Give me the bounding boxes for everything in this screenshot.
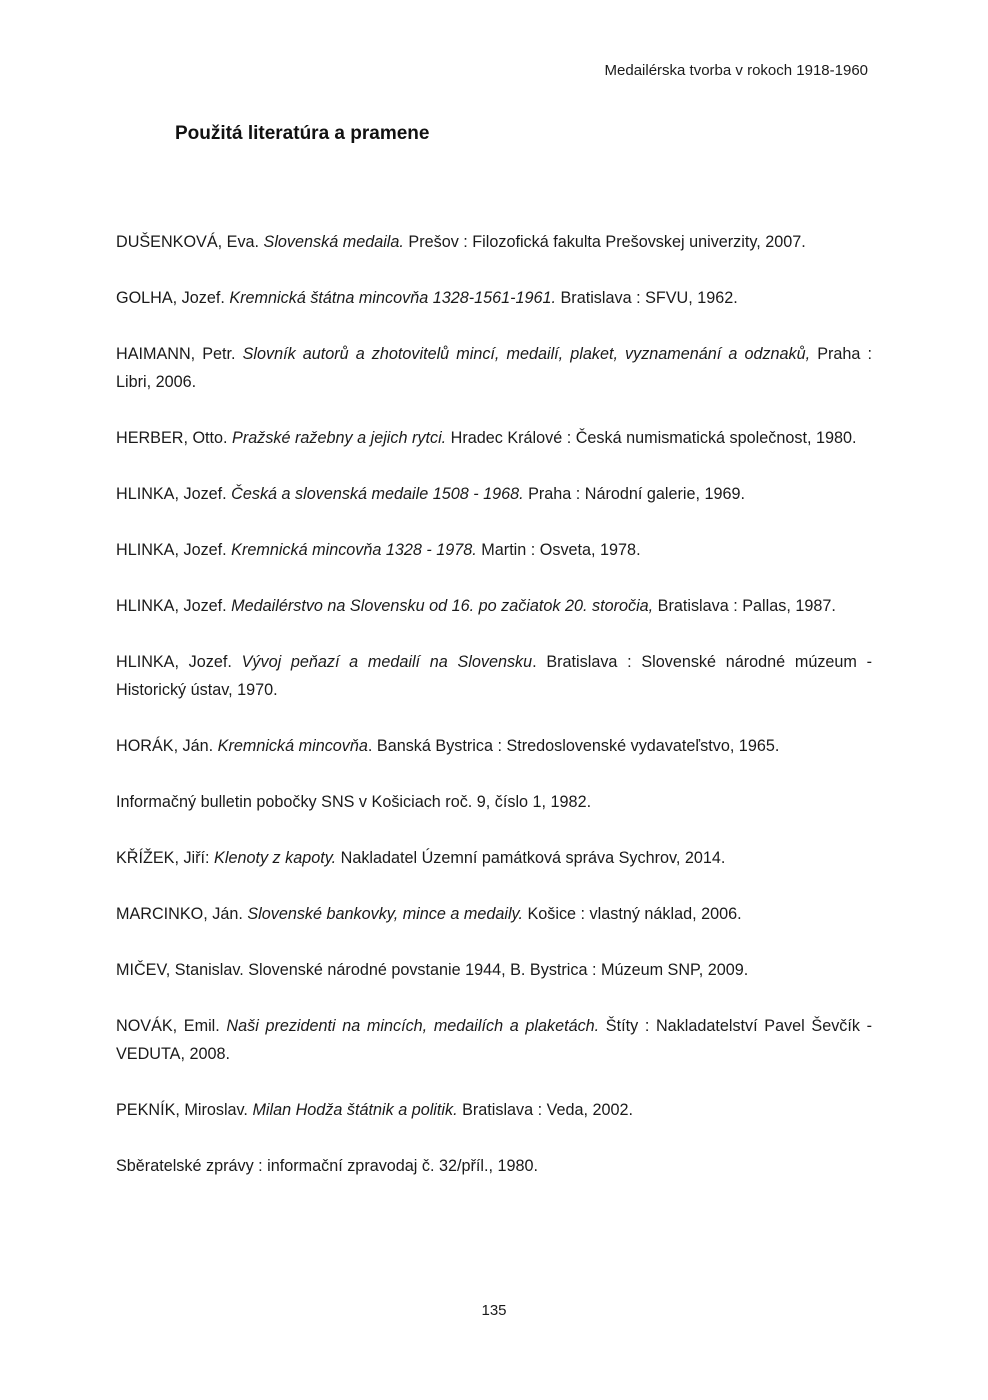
entry-author: KŘÍŽEK, Jiří: <box>116 849 215 867</box>
entry-publication: Bratislava : Pallas, 1987. <box>653 597 836 615</box>
bibliography-entry <box>116 1152 872 1180</box>
running-header: Medailérska tvorba v rokoch 1918-1960 <box>604 62 868 79</box>
entry-publication: Nakladatel Územní památková správa Sychrov, 2014. <box>336 849 726 867</box>
entry-author: NOVÁK, Emil. <box>116 1017 227 1035</box>
bibliography-entry <box>116 536 872 564</box>
entry-publication: . Bratislava : Slovenské národné múzeum - Historický ústav, 1970. <box>116 653 872 699</box>
entry-author: HLINKA, Jozef. <box>116 541 232 559</box>
entry-publication: Štíty : Nakladatelství Pavel Ševčík - VEDUTA, 2008. <box>116 1017 873 1063</box>
entry-publication: Praha : Libri, 2006. <box>116 345 872 391</box>
bibliography-entry <box>116 788 872 816</box>
entry-title: Klenoty z kapoty. <box>214 849 337 867</box>
entry-title: Kremnická mincovňa <box>217 737 368 755</box>
entry-publication: Praha : Národní galerie, 1969. <box>523 485 745 503</box>
bibliography-entry <box>116 340 872 396</box>
entry-title: Slovenská medaila. <box>263 233 404 251</box>
entry-author: MARCINKO, Ján. <box>116 905 248 923</box>
entry-publication: Košice : vlastný náklad, 2006. <box>522 905 742 923</box>
bibliography-entry <box>116 228 872 256</box>
entry-author: HLINKA, Jozef. <box>116 597 232 615</box>
bibliography-entry <box>116 648 872 704</box>
bibliography-entry <box>116 844 872 872</box>
entry-title: Kremnická mincovňa 1328 - 1978. <box>231 541 477 559</box>
bibliography-entry <box>116 900 872 928</box>
entry-title: Slovenské bankovky, mince a medaily. <box>247 905 523 923</box>
entry-title: Slovník autorů a zhotovitelů mincí, medailí, plaket, vyznamenání a odznaků, <box>242 345 811 363</box>
entry-author: HLINKA, Jozef. <box>116 653 242 671</box>
entry-author: MIČEV, Stanislav. Slovenské národné povstanie 1944, B. Bystrica : Múzeum SNP, 2009. <box>116 961 749 979</box>
entry-author: DUŠENKOVÁ, Eva. <box>116 233 264 251</box>
section-title: Použitá literatúra a pramene <box>175 123 430 144</box>
entry-publication: Bratislava : SFVU, 1962. <box>556 289 738 307</box>
bibliography-entry <box>116 732 872 760</box>
entry-title: Medailérstvo na Slovensku od 16. po začiatok 20. storočia, <box>231 597 654 615</box>
bibliography-entry <box>116 480 872 508</box>
bibliography-entry <box>116 284 872 312</box>
bibliography-entry <box>116 956 872 984</box>
entry-author: HORÁK, Ján. <box>116 737 218 755</box>
bibliography-entry <box>116 1012 872 1068</box>
entry-title: Pražské ražebny a jejich rytci. <box>232 429 447 447</box>
bibliography-entry <box>116 1096 872 1124</box>
entry-author: PEKNÍK, Miroslav. <box>116 1101 253 1119</box>
entry-author: HAIMANN, Petr. <box>116 345 243 363</box>
entry-title: Česká a slovenská medaile 1508 - 1968. <box>231 485 524 503</box>
entry-title: Naši prezidenti na mincích, medailích a plaketách. <box>226 1017 600 1035</box>
entry-publication: . Banská Bystrica : Stredoslovenské vydavateľstvo, 1965. <box>367 737 780 755</box>
entry-publication: Martin : Osveta, 1978. <box>476 541 641 559</box>
bibliography-entry <box>116 592 872 620</box>
entry-publication: Bratislava : Veda, 2002. <box>457 1101 634 1119</box>
bibliography-list <box>116 228 872 1208</box>
bibliography-entry <box>116 424 872 452</box>
entry-author: HLINKA, Jozef. <box>116 485 232 503</box>
entry-title: Milan Hodža štátnik a politik. <box>252 1101 458 1119</box>
entry-author: Sběratelské zprávy : informační zpravodaj č. 32/příl., 1980. <box>116 1157 538 1175</box>
entry-title: Vývoj peňazí a medailí na Slovensku <box>241 653 533 671</box>
page-number: 135 <box>481 1302 507 1319</box>
entry-author: HERBER, Otto. <box>116 429 233 447</box>
entry-title: Kremnická štátna mincovňa 1328-1561-1961. <box>229 289 557 307</box>
entry-author: GOLHA, Jozef. <box>116 289 230 307</box>
entry-publication: Hradec Králové : Česká numismatická společnost, 1980. <box>446 429 857 447</box>
entry-author: Informačný bulletin pobočky SNS v Košiciach roč. 9, číslo 1, 1982. <box>116 793 592 811</box>
entry-publication: Prešov : Filozofická fakulta Prešovskej univerzity, 2007. <box>403 233 806 251</box>
